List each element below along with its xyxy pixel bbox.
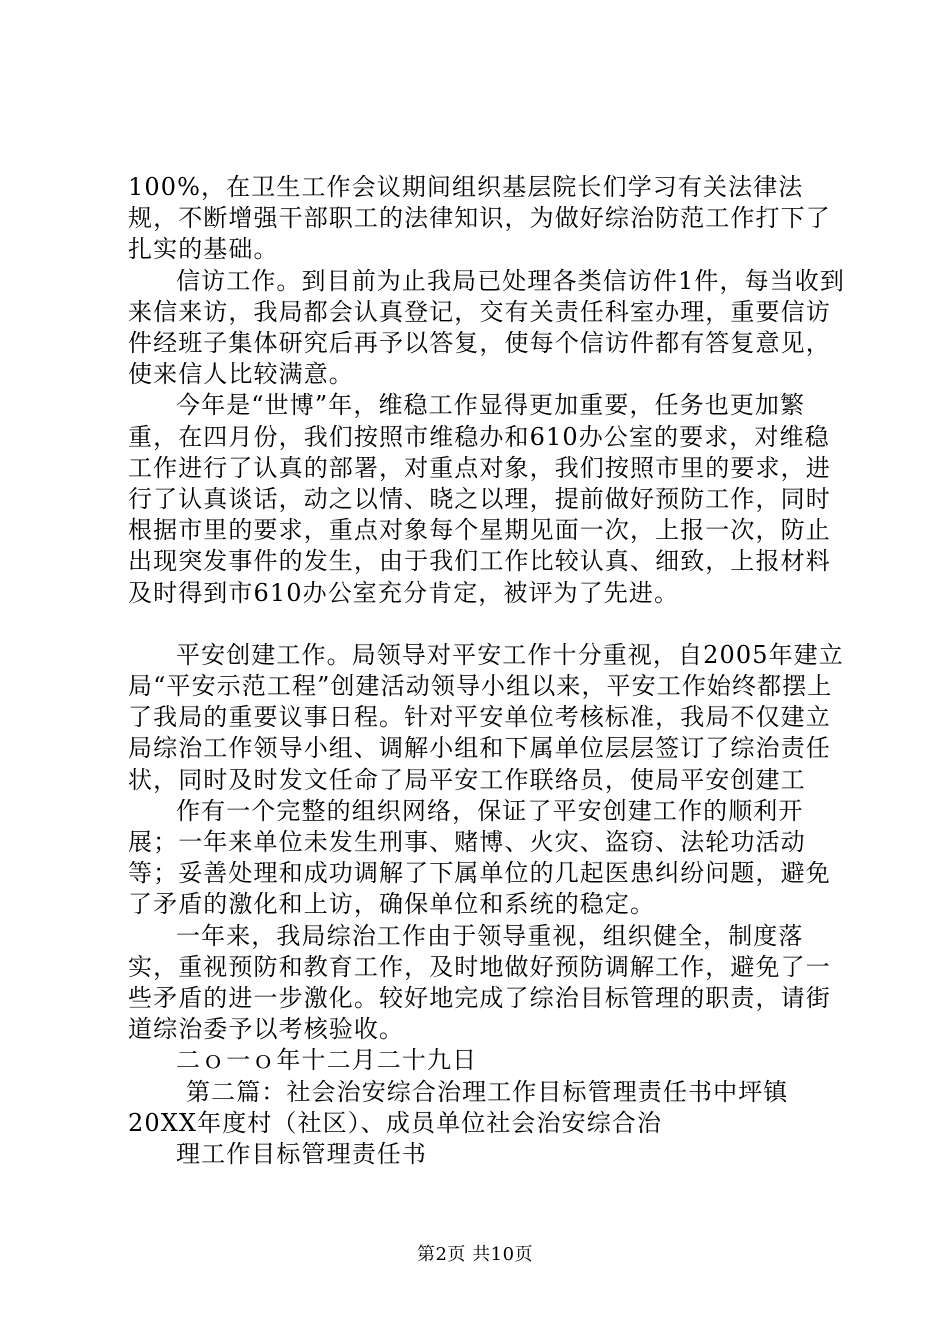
paragraph-safety-creation: 平安创建工作。局领导对平安工作十分重视，自2005年建立局“平安示范工程”创建活动领导小组以来，平安工作始终都摆上了我局的重要议事日程。针对平安单位考核标准，我局不仅建立局综治工作领导小组、调解小组和下属单位层层签订了综治责任状，同时及时发文任命了局平安工作联络员，使局平安创建工 (128, 640, 844, 794)
paragraph-petitions: 信访工作。到目前为止我局已处理各类信访件1件，每当收到来信来访，我局都会认真登记，交有关责任科室办理，重要信访件经班子集体研究后再予以答复，使每个信访件都有答复意见，使来信人比较满意。 (128, 266, 845, 389)
document-body (128, 172, 853, 1170)
document-date: 二ｏ一ｏ年十二月二十九日 (176, 1046, 478, 1075)
section-heading-line-3: 理工作目标管理责任书 (176, 1140, 427, 1169)
section-heading-line-2: 20XX年度村（社区）、成员单位社会治安综合治 (128, 1108, 663, 1137)
paragraph-continuation: 100%，在卫生工作会议期间组织基层院长们学习有关法律法规，不断增强干部职工的法律知识，为做好综治防范工作打下了扎实的基础。 (128, 173, 831, 264)
page-number-footer: 第2页 共10页 (416, 1244, 534, 1265)
section-heading-line-1: 第二篇：社会治安综合治理工作目标管理责任书中坪镇 (186, 1077, 789, 1106)
paragraph-organization-network: 作有一个完整的组织网络，保证了平安创建工作的顺利开展；一年来单位未发生刑事、赌博、火灾、盗窃、法轮功活动等；妥善处理和成功调解了下属单位的几起医患纠纷问题，避免了矛盾的激化和上访，确保单位和系统的稳定。 (128, 796, 831, 919)
paragraph-summary: 一年来，我局综治工作由于领导重视，组织健全，制度落实，重视预防和教育工作，及时地做好预防调解工作，避免了一些矛盾的进一步激化。较好地完成了综治目标管理的职责，请街道综治委予以考核验收。 (128, 921, 831, 1044)
paragraph-stability: 今年是“世博”年，维稳工作显得更加重要，任务也更加繁重，在四月份，我们按照市维稳办和610办公室的要求，对维稳工作进行了认真的部署，对重点对象，我们按照市里的要求，进行了认真谈话，动之以情、晓之以理，提前做好预防工作，同时根据市里的要求，重点对象每个星期见面一次，上报一次，防止出现突发事件的发生，由于我们工作比较认真、细致，上报材料及时得到市610办公室充分肯定，被评为了先进。 (128, 391, 831, 607)
